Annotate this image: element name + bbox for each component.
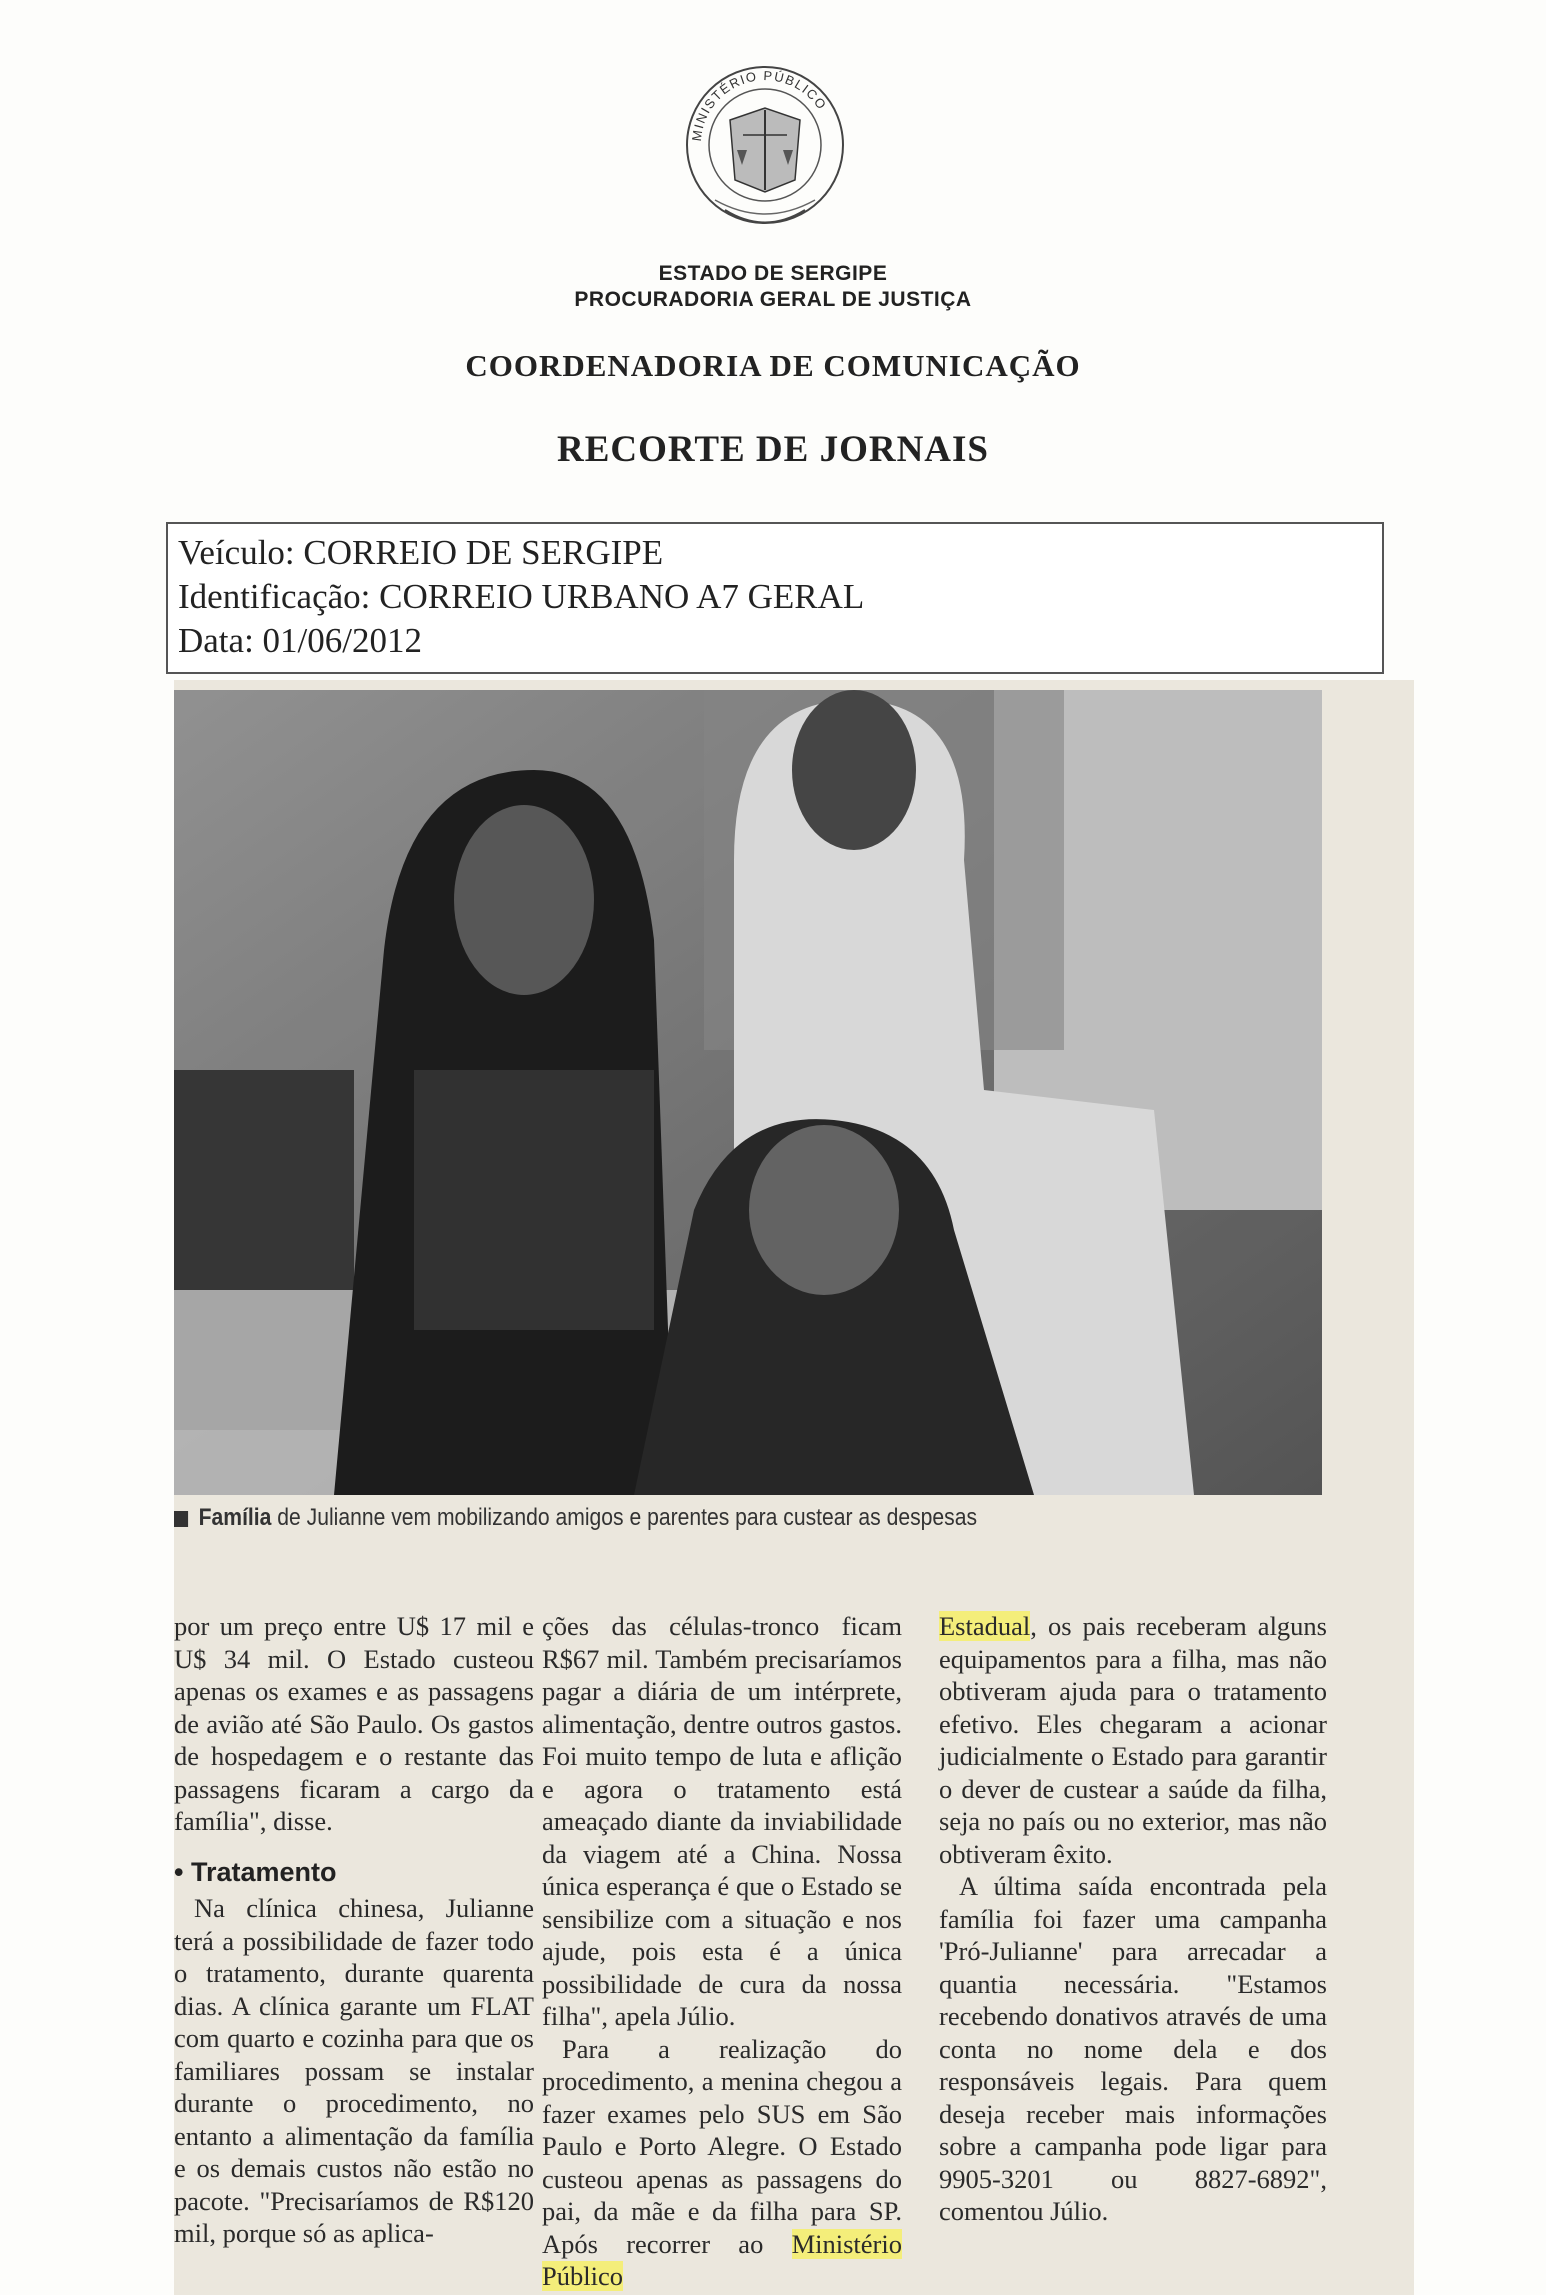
- paragraph-text: Para a realização do procedimento, a menina chegou a fazer exames pelo SUS em São Paulo e Porto Alegre. O Estado custeou apenas as passagens do pai, da mãe e da filha para SP. Após recorrer ao: [542, 2033, 902, 2259]
- paragraph: [542, 2033, 902, 2293]
- department-heading: COORDENADORIA DE COMUNICAÇÃO: [465, 348, 1081, 383]
- article-column-2: [542, 1610, 902, 2293]
- newspaper-clipping: [174, 680, 1414, 2295]
- document-title: RECORTE DE JORNAIS: [557, 429, 989, 470]
- paragraph: A última saída encontrada pela família foi fazer uma campanha 'Pró-Julianne' para arrecadar a quantia necessária. "Estamos recebendo donativos através de uma conta no nome dela e dos responsáveis legais. Para quem deseja receber mais informações sobre a campanha pode ligar para 9905-3201 ou 8827-6892", comentou Júlio.: [939, 1871, 1327, 2226]
- caption-text: de Julianne vem mobilizando amigos e parentes para custear as despesas: [271, 1504, 977, 1531]
- highlighted-text: Estadual: [939, 1611, 1031, 1641]
- date-field: Data: 01/06/2012: [178, 621, 422, 660]
- paragraph-text: , os pais receberam alguns equipamentos para a filha, mas não obtiveram ajuda para o tratamento efetivo. Eles chegaram a acionar judicialmente o Estado para garantir o dever de custear a saúde da filha, seja no país ou no exterior, mas não obtiveram êxito.: [939, 1611, 1327, 1869]
- svg-text:MINISTÉRIO PÚBLICO: MINISTÉRIO PÚBLICO: [688, 67, 830, 142]
- article-column-1: [174, 1610, 534, 2250]
- caption-bold: Família: [198, 1504, 272, 1531]
- highlighted-text: Ministério Público: [542, 2228, 902, 2291]
- paragraph: [939, 1610, 1327, 1870]
- clipping-info-box: [166, 522, 1384, 674]
- family-photo: [174, 690, 1322, 1495]
- vehicle-field: Veículo: CORREIO DE SERGIPE: [178, 533, 664, 572]
- state-heading: ESTADO DE SERGIPE: [658, 262, 888, 285]
- identification-field: Identificação: CORREIO URBANO A7 GERAL: [178, 577, 865, 616]
- paragraph: ções das células-tronco ficam R$67 mil. Também precisaríamos pagar a diária de um intérprete, alimentação, dentre outros gastos. Foi muito tempo de luta e aflição e agora o tratamento está ameaçado diante da inviabilidade da viagem até a China. Nossa única esperança é que o Estado se sensibilize com a situação e nos ajude, pois esta é a única possibilidade de cura da nossa filha", apela Júlio.: [542, 1611, 902, 2031]
- article-column-3: [939, 1610, 1327, 2228]
- caption-bullet: [174, 1511, 188, 1527]
- paragraph: por um preço entre U$ 17 mil e U$ 34 mil. O Estado custeou apenas os exames e as passagens de avião até São Paulo. Os gastos de hospedagem e o restante das passagens ficaram a cargo da família", disse.: [174, 1611, 534, 1836]
- agency-heading: PROCURADORIA GERAL DE JUSTIÇA: [574, 288, 972, 311]
- photo-caption: [174, 1504, 1230, 1532]
- ministerio-publico-seal: [655, 50, 875, 250]
- subheading-tratamento: • Tratamento: [174, 1856, 337, 1887]
- paragraph: Na clínica chinesa, Julianne terá a possibilidade de fazer todo o tratamento, durante quarenta dias. A clínica garante um FLAT com quarto e cozinha para que os familiares possam se instalar durante o procedimento, no entanto a alimentação da família e os demais custos não estão no pacote. "Precisaríamos de R$120 mil, porque só as aplica-: [174, 1893, 534, 2248]
